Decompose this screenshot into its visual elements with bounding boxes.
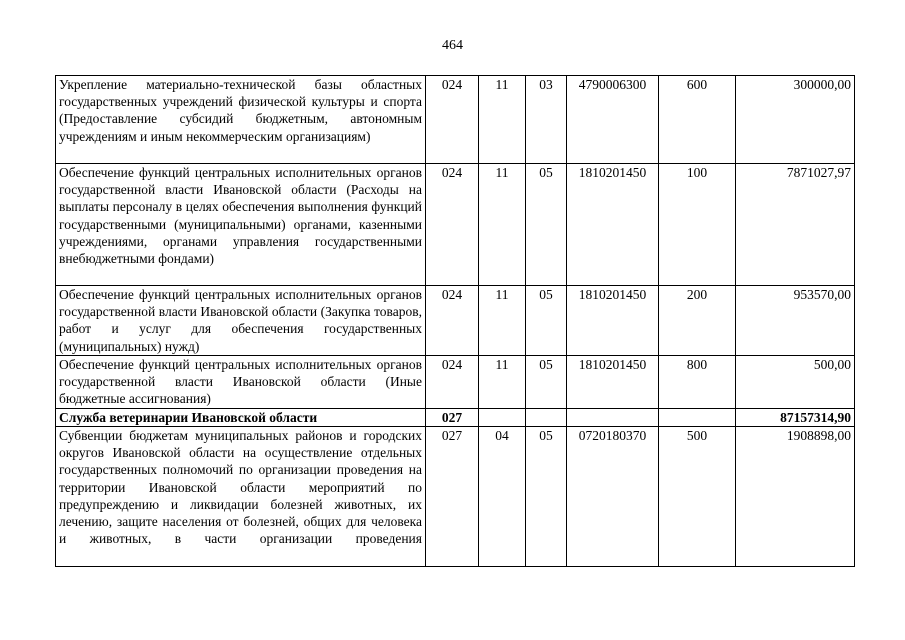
- section-code: 11: [479, 76, 526, 164]
- target-article-code: 0720180370: [567, 427, 659, 567]
- section-code: 04: [479, 427, 526, 567]
- target-article-code: 1810201450: [567, 355, 659, 408]
- amount-value: 500,00: [736, 355, 855, 408]
- expense-type-code: 600: [659, 76, 736, 164]
- admin-code: 024: [426, 355, 479, 408]
- table-row: [56, 355, 855, 408]
- amount-value: 7871027,97: [736, 164, 855, 286]
- expense-type-code: 100: [659, 164, 736, 286]
- table-row: [56, 76, 855, 164]
- admin-code: 027: [426, 408, 479, 426]
- expense-type-code: [659, 408, 736, 426]
- expense-type-code: 800: [659, 355, 736, 408]
- budget-table: [55, 75, 855, 567]
- admin-code: 024: [426, 164, 479, 286]
- row-description: Укрепление материально-технической базы областных государственных учреждений физической культуры и спорта (Предоставление субсидий бюджетным, автономным учреждениям и иным некоммерческим организациям): [56, 76, 426, 164]
- row-description: Служба ветеринарии Ивановской области: [56, 408, 426, 426]
- admin-code: 024: [426, 76, 479, 164]
- amount-value: 953570,00: [736, 286, 855, 356]
- amount-value: 87157314,90: [736, 408, 855, 426]
- table-row: [56, 427, 855, 567]
- target-article-code: 1810201450: [567, 164, 659, 286]
- row-description: Субвенции бюджетам муниципальных районов и городских округов Ивановской области на осуществление отдельных государственных полномочий по организации проведения на территории Ивановской области мероприятий по предупреждению и ликвидации болезней животных, их лечению, защите населения от болезней, общих для человека и животных, в части организации проведения: [56, 427, 426, 567]
- row-description: Обеспечение функций центральных исполнительных органов государственной власти Ивановской области (Закупка товаров, работ и услуг для обеспечения государственных (муниципальных) нужд): [56, 286, 426, 356]
- amount-value: 300000,00: [736, 76, 855, 164]
- subsection-code: 05: [526, 427, 567, 567]
- target-article-code: [567, 408, 659, 426]
- expense-type-code: 500: [659, 427, 736, 567]
- subsection-code: [526, 408, 567, 426]
- page-number: 464: [442, 38, 463, 53]
- subsection-code: 05: [526, 355, 567, 408]
- subsection-code: 03: [526, 76, 567, 164]
- subsection-code: 05: [526, 164, 567, 286]
- table-row-section-header: [56, 408, 855, 426]
- target-article-code: 1810201450: [567, 286, 659, 356]
- row-description: Обеспечение функций центральных исполнительных органов государственной власти Ивановской области (Расходы на выплаты персоналу в целях обеспечения выполнения функций государственными (муниципальными) органами, казенными учреждениями, органами управления государственными внебюджетными фондами): [56, 164, 426, 286]
- amount-value: 1908898,00: [736, 427, 855, 567]
- row-description: Обеспечение функций центральных исполнительных органов государственной власти Ивановской области (Иные бюджетные ассигнования): [56, 355, 426, 408]
- target-article-code: 4790006300: [567, 76, 659, 164]
- subsection-code: 05: [526, 286, 567, 356]
- admin-code: 024: [426, 286, 479, 356]
- table-row: [56, 286, 855, 356]
- section-code: [479, 408, 526, 426]
- section-code: 11: [479, 286, 526, 356]
- section-code: 11: [479, 164, 526, 286]
- section-code: 11: [479, 355, 526, 408]
- admin-code: 027: [426, 427, 479, 567]
- table-row: [56, 164, 855, 286]
- expense-type-code: 200: [659, 286, 736, 356]
